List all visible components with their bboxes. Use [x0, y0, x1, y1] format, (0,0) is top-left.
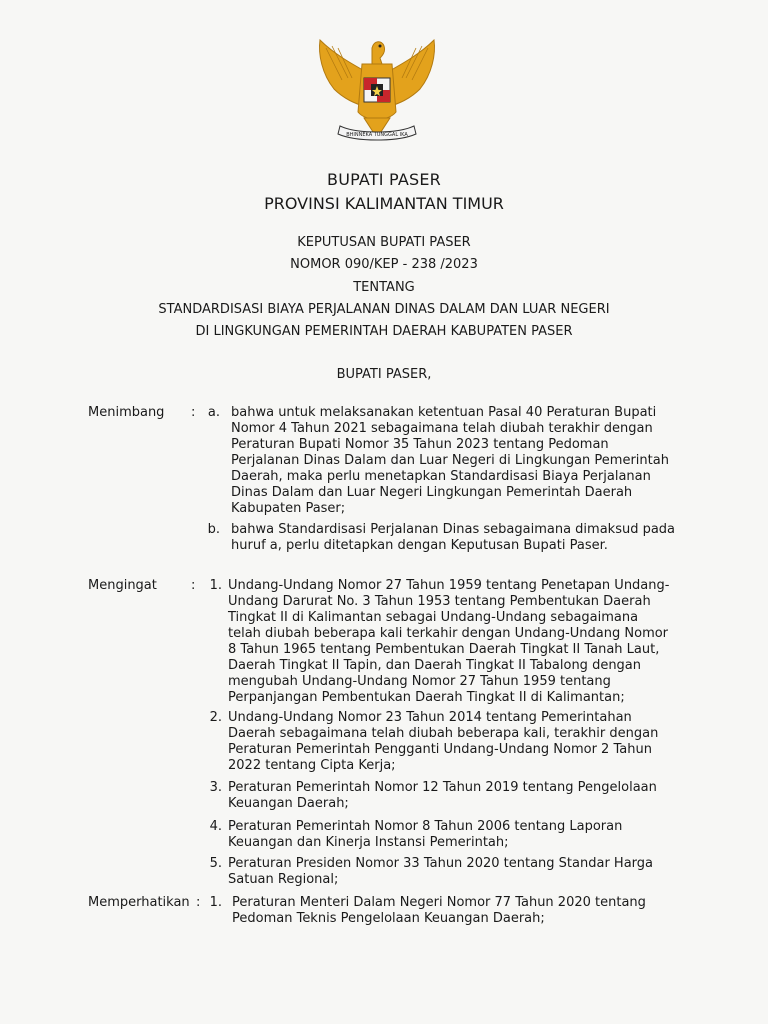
memperhatikan-label: Memperhatikan — [88, 895, 190, 910]
mengingat-item-5: Peraturan Presiden Nomor 33 Tahun 2020 tentang Standar Harga Satuan Regional; — [228, 856, 653, 887]
menimbang-marker-a: a. — [207, 405, 220, 420]
decree-number: NOMOR 090/KEP - 238 /2023 — [290, 257, 478, 272]
mengingat-marker-3: 3. — [209, 780, 222, 795]
mengingat-marker-5: 5. — [209, 856, 222, 871]
garuda-emblem-icon — [312, 34, 442, 152]
mengingat-item-4: Peraturan Pemerintah Nomor 8 Tahun 2006 tentang Laporan Keuangan dan Kinerja Instansi Pemerintah; — [228, 819, 623, 850]
memperhatikan-item-1: Peraturan Menteri Dalam Negeri Nomor 77 Tahun 2020 tentang Pedoman Teknis Pengelolaan Keuangan Daerah; — [232, 895, 646, 926]
mengingat-item-2: Undang-Undang Nomor 23 Tahun 2014 tentang Pemerintahan Daerah sebagaimana telah diubah beberapa kali, terakhir dengan Peraturan Pemerintah Pengganti Undang-Undang Nomor 2 Tahun 2022 tentang Cipta Kerja; — [228, 710, 659, 773]
mengingat-colon: : — [191, 578, 196, 593]
decree-about: TENTANG — [353, 280, 415, 295]
menimbang-item-b: bahwa Standardisasi Perjalanan Dinas sebagaimana dimaksud pada huruf a, perlu ditetapkan dengan Keputusan Bupati Paser. — [231, 522, 676, 553]
province-title: PROVINSI KALIMANTAN TIMUR — [264, 194, 504, 213]
emblem-motto: BHINNEKA TUNGGAL IKA — [346, 132, 408, 138]
mengingat-marker-4: 4. — [209, 819, 222, 834]
memperhatikan-colon: : — [196, 895, 201, 910]
menimbang-colon: : — [191, 405, 196, 420]
menimbang-label: Menimbang — [88, 405, 165, 420]
mengingat-marker-1: 1. — [209, 578, 222, 593]
decree-issuer: BUPATI PASER, — [336, 367, 432, 382]
mengingat-label: Mengingat — [88, 578, 157, 593]
regent-title: BUPATI PASER — [327, 170, 441, 189]
decree-title: KEPUTUSAN BUPATI PASER — [297, 235, 471, 250]
menimbang-marker-b: b. — [207, 522, 220, 537]
memperhatikan-marker-1: 1. — [209, 895, 222, 910]
mengingat-item-3: Peraturan Pemerintah Nomor 12 Tahun 2019 tentang Pengelolaan Keuangan Daerah; — [228, 780, 657, 811]
decree-subject-line2: DI LINGKUNGAN PEMERINTAH DAERAH KABUPATEN PASER — [195, 324, 573, 339]
mengingat-item-1: Undang-Undang Nomor 27 Tahun 1959 tentang Penetapan Undang- Undang Darurat No. 3 Tahun 1953 tentang Pembentukan Daerah Tingkat II di Kalimantan sebagai Undang-Undang sebagaimana telah diubah beberapa kali terkahir dengan Undang-Undang Nomor 8 Tahun 1965 tentang Pembentukan Daerah Tingkat II Tanah Laut, Daerah Tingkat II Tapin, dan Daerah Tingkat II Tabalong dengan mengubah Undang-Undang Nomor 27 Tahun 1959 tentang Perpanjangan Pembentukan Daerah Tingkat II di Kalimantan; — [228, 578, 670, 705]
menimbang-item-a: bahwa untuk melaksanakan ketentuan Pasal 40 Peraturan Bupati Nomor 4 Tahun 2021 sebagaimana telah diubah terakhir dengan Peraturan Bupati Nomor 35 Tahun 2023 tentang Pedoman Perjalanan Dinas Dalam dan Luar Negeri di Lingkungan Pemerintah Daerah, maka perlu menetapkan Standardisasi Biaya Perjalanan Dinas Dalam dan Luar Negeri Lingkungan Pemerintah Daerah Kabupaten Paser; — [231, 405, 669, 516]
decree-subject-line1: STANDARDISASI BIAYA PERJALANAN DINAS DALAM DAN LUAR NEGERI — [158, 302, 610, 317]
mengingat-marker-2: 2. — [209, 710, 222, 725]
